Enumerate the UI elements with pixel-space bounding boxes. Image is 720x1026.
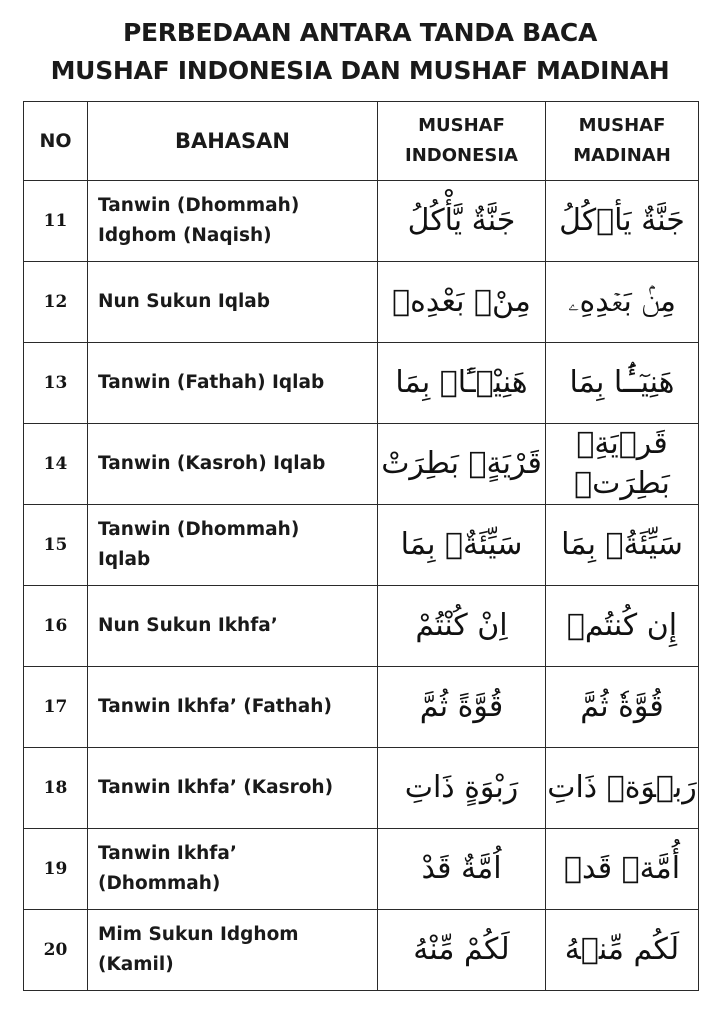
header-madinah-line-1: MUSHAF — [578, 115, 666, 136]
row-bahasan — [88, 748, 378, 829]
mushaf-madinah-text: جَنَّةٌ يَأۡكُلُ — [546, 181, 699, 262]
mushaf-madinah-text: مِنۢ بَعۡدِهِۦ — [546, 262, 699, 343]
table-row — [24, 505, 699, 586]
title-line-2: MUSHAF INDONESIA DAN MUSHAF MADINAH — [50, 56, 670, 85]
bahasan-line-1: Tanwin (Fathah) Iqlab — [98, 372, 325, 393]
mushaf-indonesia-text: رَبْوَةٍ ذَاتِ — [378, 748, 546, 829]
bahasan-line-1: Tanwin Ikhfa’ (Kasroh) — [98, 777, 334, 798]
header-bahasan: BAHASAN — [88, 102, 378, 181]
bahasan-line-1: Nun Sukun Iqlab — [98, 291, 271, 312]
row-bahasan — [88, 505, 378, 586]
mushaf-indonesia-text: جَنَّةٌ يَّأْكُلُ — [378, 181, 546, 262]
row-number: 17 — [24, 667, 88, 748]
mushaf-indonesia-text: سَيِّئَةٌۢ بِمَا — [378, 505, 546, 586]
table-row — [24, 829, 699, 910]
mushaf-madinah-text: سَيِّئَةُۢ بِمَا — [546, 505, 699, 586]
mushaf-indonesia-text: قُوَّةً ثُمَّ — [378, 667, 546, 748]
row-bahasan — [88, 343, 378, 424]
mushaf-madinah-text: قَرۡيَةِۭ بَطِرَتۡ — [546, 424, 699, 505]
bahasan-line-2: (Kamil) — [98, 954, 174, 975]
header-madinah-line-2: MADINAH — [573, 145, 671, 166]
table-row — [24, 667, 699, 748]
row-number: 18 — [24, 748, 88, 829]
row-number: 15 — [24, 505, 88, 586]
mushaf-madinah-text: أُمَّةٞ قَدۡ — [546, 829, 699, 910]
mushaf-madinah-text: قُوَّةٗ ثُمَّ — [546, 667, 699, 748]
row-number: 13 — [24, 343, 88, 424]
mushaf-indonesia-text: اِنْ كُنْتُمْ — [378, 586, 546, 667]
comparison-table — [23, 101, 699, 991]
row-number: 14 — [24, 424, 88, 505]
row-number: 19 — [24, 829, 88, 910]
bahasan-line-2: (Dhommah) — [98, 873, 221, 894]
row-bahasan — [88, 262, 378, 343]
bahasan-line-1: Tanwin (Dhommah) — [98, 519, 300, 540]
header-row — [24, 102, 699, 181]
row-bahasan — [88, 586, 378, 667]
row-number: 20 — [24, 910, 88, 991]
table-row — [24, 748, 699, 829]
mushaf-madinah-text: هَنِيٓـَٔۢا بِمَا — [546, 343, 699, 424]
row-bahasan — [88, 181, 378, 262]
bahasan-line-1: Tanwin (Kasroh) Iqlab — [98, 453, 326, 474]
row-bahasan — [88, 667, 378, 748]
mushaf-madinah-text: لَكُم مِّنۡهُ — [546, 910, 699, 991]
header-mushaf-indonesia — [378, 102, 546, 181]
bahasan-line-1: Mim Sukun Idghom — [98, 924, 299, 945]
mushaf-indonesia-text: هَنِيْۤـًٔاۢ بِمَا — [378, 343, 546, 424]
row-number: 11 — [24, 181, 88, 262]
table-row — [24, 424, 699, 505]
bahasan-line-1: Tanwin (Dhommah) — [98, 195, 300, 216]
table-row — [24, 586, 699, 667]
mushaf-indonesia-text: لَكُمْ مِّنْهُ — [378, 910, 546, 991]
bahasan-line-1: Tanwin Ikhfa’ — [98, 843, 237, 864]
header-no: NO — [24, 102, 88, 181]
header-indonesia-line-1: MUSHAF — [418, 115, 505, 136]
row-bahasan — [88, 424, 378, 505]
mushaf-indonesia-text: اُمَّةٌ قَدْ — [378, 829, 546, 910]
table-row — [24, 910, 699, 991]
row-bahasan — [88, 910, 378, 991]
bahasan-line-2: Iqlab — [98, 549, 151, 570]
header-indonesia-line-2: INDONESIA — [405, 145, 518, 166]
table-row — [24, 343, 699, 424]
mushaf-madinah-text: رَبۡوَةٖ ذَاتِ — [546, 748, 699, 829]
mushaf-indonesia-text: قَرْيَةٍۢ بَطِرَتْ — [378, 424, 546, 505]
page-title — [0, 14, 720, 90]
row-number: 16 — [24, 586, 88, 667]
bahasan-line-1: Tanwin Ikhfa’ (Fathah) — [98, 696, 332, 717]
header-mushaf-madinah — [546, 102, 699, 181]
table-row — [24, 181, 699, 262]
bahasan-line-1: Nun Sukun Ikhfa’ — [98, 615, 278, 636]
row-number: 12 — [24, 262, 88, 343]
mushaf-indonesia-text: مِنْۢ بَعْدِهٖ — [378, 262, 546, 343]
row-bahasan — [88, 829, 378, 910]
bahasan-line-2: Idghom (Naqish) — [98, 225, 272, 246]
table-row — [24, 262, 699, 343]
mushaf-madinah-text: إِن كُنتُمۡ — [546, 586, 699, 667]
title-line-1: PERBEDAAN ANTARA TANDA BACA — [122, 18, 598, 47]
